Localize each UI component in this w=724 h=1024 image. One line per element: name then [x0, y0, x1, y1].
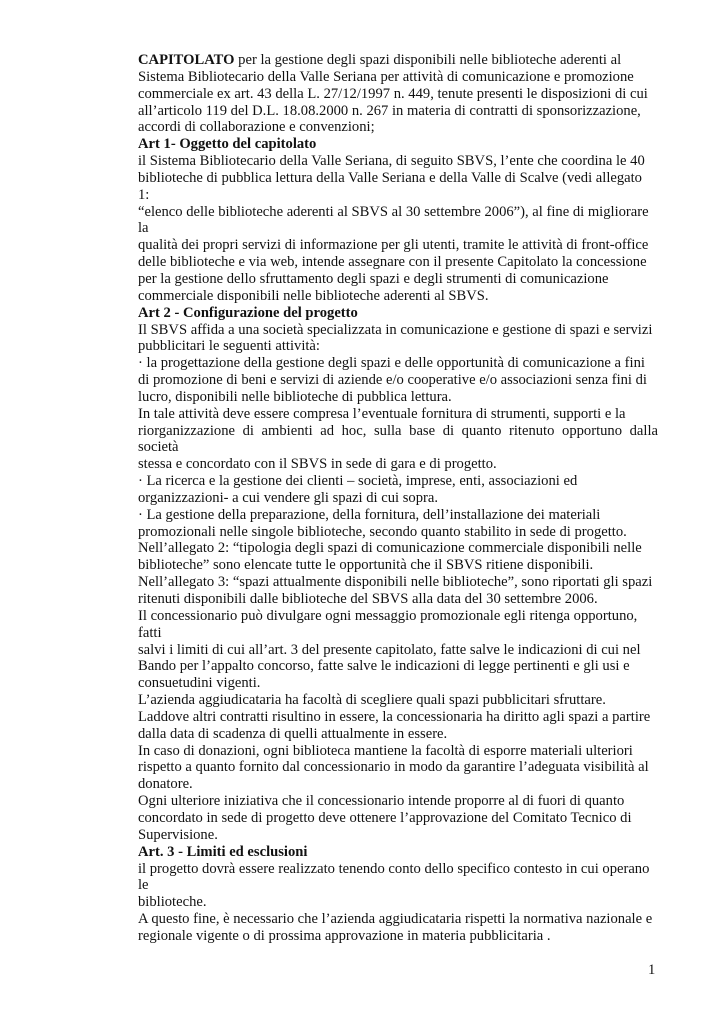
art3-line: biblioteche. — [138, 894, 207, 911]
art2-line: di promozione di beni e servizi di aziende e/o cooperative e/o associazioni senza fini di — [138, 372, 647, 389]
art2-line: stessa e concordato con il SBVS in sede di gara e di progetto. — [138, 456, 497, 473]
art2-line: Nell’allegato 2: “tipologia degli spazi di comunicazione commerciale disponibili nelle — [138, 540, 642, 557]
art2-line: organizzazioni- a cui vendere gli spazi di cui sopra. — [138, 489, 438, 506]
art2-line: · la progettazione della gestione degli spazi e delle opportunità di comunicazione a fini — [138, 355, 645, 372]
document-body — [138, 52, 658, 945]
art2-line: riorganizzazione di ambienti ad hoc, sulla base di quanto ritenuto opportuno dalla — [138, 422, 658, 439]
page-number: 1 — [648, 962, 656, 978]
art3-line: le — [138, 877, 149, 894]
art2-line: In tale attività deve essere compresa l’eventuale fornitura di strumenti, supporti e la — [138, 405, 626, 422]
art2-line: consuetudini vigenti. — [138, 675, 261, 692]
art2-line: biblioteche” sono elencate tutte le opportunità che il SBVS ritiene disponibili. — [138, 557, 594, 574]
art1-line: commerciale disponibili nelle biblioteche aderenti al SBVS. — [138, 287, 489, 304]
art2-line: Bando per l’appalto concorso, fatte salve le indicazioni di legge pertinenti e gli usi e — [138, 658, 630, 675]
intro-line: all’articolo 119 del D.L. 18.08.2000 n. 267 in materia di contratti di sponsorizzazione, — [138, 102, 641, 119]
art2-line: Il concessionario può divulgare ogni messaggio promozionale egli ritenga opportuno, — [138, 607, 638, 624]
art1-heading: Art 1- Oggetto del capitolato — [138, 136, 317, 153]
art1-line: la — [138, 220, 149, 237]
intro-line: Sistema Bibliotecario della Valle Seriana per attività di comunicazione e promozione — [138, 68, 634, 85]
art1-line: il Sistema Bibliotecario della Valle Seriana, di seguito SBVS, l’ente che coordina le 40 — [138, 153, 645, 170]
art3-heading: Art. 3 - Limiti ed esclusioni — [138, 843, 308, 860]
art2-line: pubblicitari le seguenti attività: — [138, 338, 320, 355]
art2-line: Supervisione. — [138, 826, 218, 843]
art3-line: regionale vigente o di prossima approvazione in materia pubblicitaria . — [138, 927, 551, 944]
document-title: CAPITOLATO — [138, 52, 235, 68]
art2-heading: Art 2 - Configurazione del progetto — [138, 304, 358, 321]
art2-line: Nell’allegato 3: “spazi attualmente disponibili nelle biblioteche”, sono riportati gli spazi — [138, 574, 653, 591]
art2-line: In caso di donazioni, ogni biblioteca mantiene la facoltà di esporre materiali ulteriori — [138, 742, 633, 759]
art1-line: per la gestione dello sfruttamento degli spazi e degli strumenti di comunicazione — [138, 270, 609, 287]
art2-line: L’azienda aggiudicataria ha facoltà di scegliere quali spazi pubblicitari sfruttare. — [138, 692, 606, 709]
art3-line: il progetto dovrà essere realizzato tenendo conto dello specifico contesto in cui operano — [138, 860, 650, 877]
art2-line: promozionali nelle singole biblioteche, secondo quanto stabilito in sede di progetto. — [138, 523, 627, 540]
art2-line: · La gestione della preparazione, della fornitura, dell’installazione dei materiali — [138, 506, 601, 523]
art2-line: donatore. — [138, 776, 193, 793]
title-line — [138, 52, 658, 69]
art1-line: qualità dei propri servizi di informazione per gli utenti, tramite le attività di front-office — [138, 237, 649, 254]
art2-line: ritenuti disponibili dalle biblioteche del SBVS alla data del 30 settembre 2006. — [138, 591, 598, 607]
art1-line: 1: — [138, 186, 150, 203]
title-line-rest: per la gestione degli spazi disponibili nelle biblioteche aderenti al — [234, 52, 622, 68]
art2-line: concordato in sede di progetto deve ottenere l’approvazione del Comitato Tecnico di — [138, 809, 632, 826]
art3-line: A questo fine, è necessario che l’azienda aggiudicataria rispetti la normativa nazionale e — [138, 911, 653, 928]
art2-line: dalla data di scadenza di quelli attualmente in essere. — [138, 725, 448, 742]
art2-line: società — [138, 439, 179, 456]
art1-line: “elenco delle biblioteche aderenti al SBVS al 30 settembre 2006”), al fine di migliorare — [138, 203, 649, 220]
art2-line: Laddove altri contratti risultino in essere, la concessionaria ha diritto agli spazi a partire — [138, 708, 651, 725]
art2-line: salvi i limiti di cui all’art. 3 del presente capitolato, fatte salve le indicazioni di cui nel — [138, 641, 641, 658]
art2-line: Il SBVS affida a una società specializzata in comunicazione e gestione di spazi e servizi — [138, 321, 653, 338]
art2-line: rispetto a quanto fornito dal concessionario in modo da garantire l’adeguata visibilità al — [138, 759, 649, 776]
art2-line: fatti — [138, 624, 162, 641]
art1-line: biblioteche di pubblica lettura della Valle Seriana e della Valle di Scalve (vedi allegato — [138, 169, 642, 186]
intro-line: accordi di collaborazione e convenzioni; — [138, 119, 375, 136]
art1-line: delle biblioteche e via web, intende assegnare con il presente Capitolato la concessione — [138, 254, 647, 271]
intro-line: commerciale ex art. 43 della L. 27/12/1997 n. 449, tenute presenti le disposizioni di cui — [138, 85, 648, 102]
art2-line: lucro, disponibili nelle biblioteche di pubblica lettura. — [138, 388, 452, 405]
art2-line: · La ricerca e la gestione dei clienti – società, imprese, enti, associazioni ed — [138, 473, 578, 490]
art2-line: Ogni ulteriore iniziativa che il concessionario intende proporre al di fuori di quanto — [138, 793, 625, 810]
